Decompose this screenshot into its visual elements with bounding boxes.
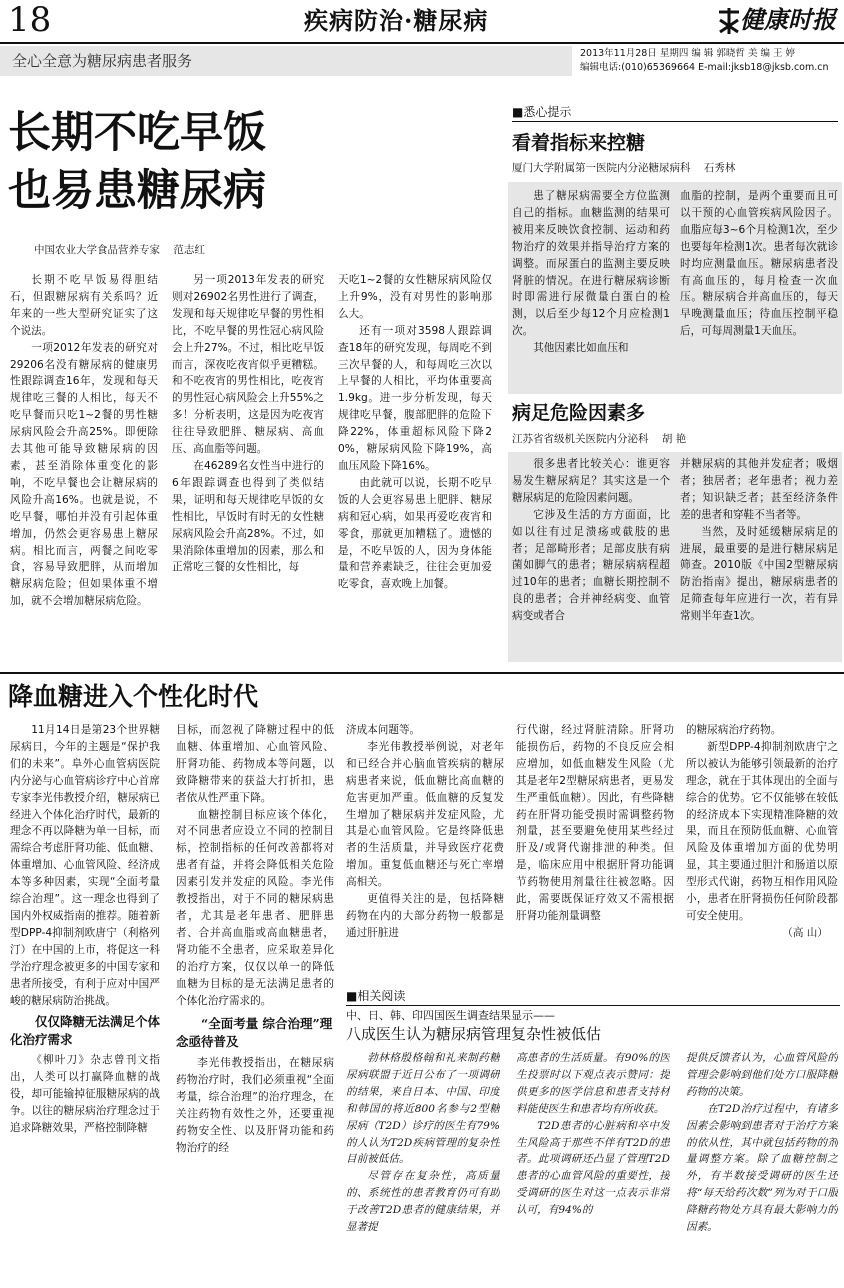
related-tag: ■相关阅读 xyxy=(346,989,406,1003)
reminder-article1-column-1 xyxy=(512,188,670,392)
reminder-rule xyxy=(512,121,838,122)
feature-subhead-2: “全面考量 综合治理”理念亟待普及 xyxy=(176,1016,333,1050)
reminder-article1-column-2 xyxy=(680,188,838,392)
paragraph: 11月14日是第23个世界糖尿病日，今年的主题是“保护我们的未来”。阜外心血管病医院内分泌与心血管病诊疗中心首席专家李光伟教授介绍，糖尿病已经进入个体化治疗时代，最新的理念不再以降糖为单一目标，而需综合考虑肝肾功能、低血糖、体重增加、心血管风险、经济成本等多种因素，实现“全面考量 综合治理”。这一理念也得到了国内外权威指南的推荐。随着新型DPP-4抑制剂欧唐宁（利格列汀）在中国的上市，将促这一科学治疗理念被更多的中国专家和患者所接受，有利于应对中国严峻的糖尿病防治挑战。 xyxy=(10,724,160,1007)
paragraph: 勃林格殷格翰和礼来制药糖尿病联盟于近日公布了一项调研的结果，来自日本、中国、印度和韩国的将近800名参与2型糖尿病（T2D）诊疗的医生有79%的人认为T2D疾病管理的复杂性目前被低估。 xyxy=(346,1052,500,1166)
paragraph: 李光伟教授指出，在糖尿病药物治疗时，我们必须重视“全面考量，综合治理”的治疗理念，在关注药物有效性之外，还要重视药物安全性、以及肝肾功能和药物治疗的经 xyxy=(176,1057,334,1154)
related-column-2 xyxy=(516,1050,670,1284)
feature-author: （高 山） xyxy=(782,926,828,939)
paragraph: 另一项2013年发表的研究则对26902名男性进行了调查，发现和每天规律吃早餐的男性相比，不吃早餐的男性冠心病风险会上升27%。不过，相比吃早饭而言，深夜吃夜宵似乎更糟糕。和不吃夜宵的男性相比，吃夜宵的男性冠心病风险会上升55%之多！分析表明，这是因为吃夜宵往往导致肥胖、糖尿病、高血压、高血脂等问题。 xyxy=(172,274,324,456)
paragraph: 它涉及生活的方方面面，比如以往有过足溃疡或截肢的患者；足部畸形者；足部皮肤有病菌如脚气的患者；糖尿病病程超过10年的患者；血糖长期控制不良的患者；合并神经病变、血管病变或者合 xyxy=(512,508,670,623)
paragraph: 在T2D治疗过程中，有诸多因素会影响到患者对于治疗方案的依从性，其中就包括药物的剂量调整方案。除了血糖控制之外，有半数接受调研的医生还将“每天给药次数”列为对于口服降糖药物处方具有最大影响力的因素。 xyxy=(686,1102,838,1234)
feature-column-3 xyxy=(346,722,504,984)
feature-title: 降血糖进入个性化时代 xyxy=(8,682,259,711)
related-kicker: 中、日、韩、印四国医生调查结果显示—— xyxy=(346,1009,555,1022)
paragraph: 当然，及时延缓糖尿病足的进展，最重要的是进行糖尿病足筛查。2010版《中国2型糖尿病防治指南》提出，糖尿病患者的足筛查每年应进行一次，若有异常则半年查1次。 xyxy=(680,525,838,623)
paragraph: 目标，而忽视了降糖过程中的低血糖、体重增加、心血管风险、肝肾功能、药物成本等问题，以致降糖带来的获益大打折扣，患者依从性严重下降。 xyxy=(176,724,334,804)
paragraph: 在46289名女性当中进行的6年跟踪调查也得到了类似结果，证明和每天规律吃早饭的女性相比，早饭时有时无的女性糖尿病风险会升高28%。不过，如果消除体重增加的因素，那么和正常吃三餐的女性相比，每 xyxy=(172,459,324,574)
paragraph: 其他因素比如血压和 xyxy=(533,342,629,355)
slogan: 全心全意为糖尿病患者服务 xyxy=(12,52,193,70)
contact-line: 编辑电话:(010)65369664 E-mail:jksb18@jksb.com.cn xyxy=(580,62,829,73)
related-column-3 xyxy=(686,1050,838,1284)
slogan-bar xyxy=(0,46,572,76)
paragraph: 的糖尿病治疗药物。 xyxy=(686,724,782,736)
paragraph: 还有一项对3598人跟踪调查18年的研究发现，每周吃不到三次早餐的人，和每周吃三次以上早餐的人相比，平均体重要高1.9kg。进一步分析发现，每天规律吃早餐，腹部肥胖的危险下降22%，体重超标风险下降20%，糖尿病风险下降19%，高血压风险下降16%。 xyxy=(338,324,492,472)
paragraph: 行代谢，经过肾脏清除。肝肾功能损伤后，药物的不良反应会相应增加，如低血糖发生风险（尤其是老年2型糖尿病患者，更易发生严重低血糖）。因此，有些降糖药在肝肾功能受损时需调整药物剂量，甚至要避免使用某些经过肝及/或肾代谢排泄的种类。但是，临床应用中根据肝肾功能调节药物使用剂量往往被忽略。因此，需要既保证疗效又不需根据肝肾功能剂量调整 xyxy=(516,724,674,922)
paper-logo-icon xyxy=(716,6,742,36)
reminder-article2-byline: 江苏省省级机关医院内分泌科 胡 艳 xyxy=(512,433,687,445)
feature-column-5 xyxy=(686,722,838,984)
paragraph: 《柳叶刀》杂志曾刊文指出，人类可以打赢降血糖的战役，却可能输掉征服糖尿病的战争。以往的糖尿病治疗理念过于追求降糖效果，严格控制降糖 xyxy=(10,1054,160,1135)
feature-column-4 xyxy=(516,722,674,984)
paragraph: 很多患者比较关心：谁更容易发生糖尿病足？其实这是一个糖尿病足的危险因素问题。 xyxy=(512,458,670,504)
feature-rule xyxy=(0,672,844,674)
related-column-1 xyxy=(346,1050,500,1284)
paragraph: 由此就可以说，长期不吃早饭的人会更容易患上肥胖、糖尿病和冠心病，如果再爱吃夜宵和零食，那就更加糟糕了。遗憾的是，不吃早饭的人，因为身体能量和营养素缺乏，往往会更加爱吃零食，喜欢晚上加餐。 xyxy=(338,476,492,591)
feature-column-2 xyxy=(176,722,334,1284)
feature-subhead-1: 仅仅降糖无法满足个体化治疗需求 xyxy=(10,1014,160,1048)
paragraph: 患了糖尿病需要全方位监测自己的指标。血糖监测的结果可被用来反映饮食控制、运动和药物治疗的效果并指导治疗方案的调整。而尿蛋白的监测主要反映肾脏的情况。在进行糖尿病诊断时即需进行尿微量白蛋白的检测，以后至少每12个月应检测1次。 xyxy=(512,190,670,338)
reminder-article1-title: 看着指标来控糖 xyxy=(512,132,646,154)
paragraph: 一项2012年发表的研究对29206名没有糖尿病的健康男性跟踪调查16年，发现和每天规律吃三餐的人相比，每天不吃早餐而只吃1~2餐的男性糖尿病风险会升高25%。即便除去其他可能导致糖尿病的因素，甚至消除体重变化的影响，不吃早餐也会让糖尿病的风险升高16%。也就是说，不吃早餐，哪怕并没有引起体重增加，仍然会更容易患上糖尿病。相比而言，两餐之间吃零食，容易导致肥胖，从而增加糖尿病危险；但如果体重不增加，就不会增加糖尿病危险。 xyxy=(10,341,158,608)
lead-title xyxy=(8,104,266,220)
date-line: 2013年11月28日 星期四 编 辑 郭晓哲 美 编 王 婷 xyxy=(580,48,796,59)
paragraph: 血糖控制目标应该个体化，对不同患者应设立不同的控制目标，控制指标的任何改善都将对患者有益，并将会降低相关危险因素引发并发症的风险。李光伟教授指出，对于不同的糖尿病患者，尤其是老年患者、肥胖患者、合并高血脂或高血糖患者，肾功能不全患者，应采取差异化的治疗方案，仅仅以单一的降低血糖为目标的是无法满足患者的个体化治疗需求的。 xyxy=(176,808,334,1007)
paragraph: 血脂的控制，是两个重要而且可以干预的心血管疾病风险因子。血脂应每3~6个月检测1次，至少也要每年检测1次。患者每次就诊时均应测量血压。糖尿病患者没有高血压的，每月检查一次血压。糖尿病合并高血压的，每天早晚测量血压；待血压控制平稳后，可每周测量1天血压。 xyxy=(680,190,838,338)
paragraph: 长期不吃早饭易得胆结石，但跟糖尿病有关系吗？近年来的一些大型研究证实了这个说法。 xyxy=(10,274,158,337)
paragraph: 高患者的生活质量。有90%的医生投票时以下观点表示赞同：提供更多的医学信息和患者支持材料能使医生和患者均有所收获。 xyxy=(516,1052,670,1115)
paragraph: 提供反馈者认为，心血管风险的管理会影响到他们处方口服降糖药物的决策。 xyxy=(686,1052,838,1098)
paragraph: 尽管存在复杂性，高质量的、系统性的患者教育仍可有助于改善T2D患者的健康结果，并显著提 xyxy=(346,1170,500,1234)
feature-column-1 xyxy=(10,722,160,1284)
reminder-tag: ■悉心提示 xyxy=(512,105,572,119)
lead-column-3 xyxy=(338,272,492,664)
paragraph: T2D患者的心脏病和卒中发生风险高于那些不伴有T2D的患者。此项调研还凸显了管理T2D患者的心血管风险的重要性，接受调研的医生对这一点表示非常认可，有94%的 xyxy=(516,1119,670,1217)
page-number: 18 xyxy=(8,0,52,40)
reminder-article2-column-1 xyxy=(512,456,670,660)
reminder-article2-column-2 xyxy=(680,456,838,660)
paragraph: 更值得关注的是，包括降糖药物在内的大部分药物一般都是通过肝脏进 xyxy=(346,893,504,939)
lead-title-line2: 也易患糖尿病 xyxy=(8,166,266,216)
masthead-rule xyxy=(0,42,844,44)
reminder-article2-title: 病足危险因素多 xyxy=(512,402,646,424)
paper-logo xyxy=(716,4,838,38)
related-headline: 八成医生认为糖尿病管理复杂性被低估 xyxy=(346,1025,602,1043)
paragraph: 并糖尿病的其他并发症者；吸烟者；独居者；老年患者；视力差者；知识缺乏者；甚至经济条件差的患者和穿鞋不当者等。 xyxy=(680,458,838,521)
paragraph: 李光伟教授举例说，对老年和已经合并心脑血管疾病的糖尿病患者来说，低血糖比高血糖的危害更加严重。低血糖的反复发生增加了糖尿病并发症风险，尤其是心血管风险。它是终降低患者的生活质量，并导致医疗花费增加。重复低血糖还与死亡率增高相关。 xyxy=(346,740,504,889)
paragraph: 新型DPP-4抑制剂欧唐宁之所以被认为能够引领最新的治疗理念，就在于其体现出的全面与综合的优势。它不仅能够在较低的经济成本下实现精准降糖的效果，而且在预防低血糖、心血管风险及体重增加方面的优势明显，其主要通过胆汁和肠道以原型形式代谢，药物互相作用风险小，患者在肝肾损伤任何阶段都可安全使用。 xyxy=(686,740,838,922)
lead-title-line1: 长期不吃早饭 xyxy=(8,108,266,158)
related-rule xyxy=(346,1005,840,1006)
lead-column-2 xyxy=(172,272,324,664)
section-title: 疾病防治·糖尿病 xyxy=(304,6,489,35)
paragraph: 天吃1~2餐的女性糖尿病风险仅上升9%，没有对男性的影响那么大。 xyxy=(338,274,492,320)
paper-logo-text: 健康时报 xyxy=(740,5,836,34)
lead-column-1 xyxy=(10,272,158,664)
lead-byline: 中国农业大学食品营养专家 范志红 xyxy=(34,244,205,256)
paragraph: 济成本问题等。 xyxy=(346,724,421,736)
masthead xyxy=(0,0,844,78)
reminder-article1-byline: 厦门大学附属第一医院内分泌糖尿病科 石秀林 xyxy=(512,162,736,174)
